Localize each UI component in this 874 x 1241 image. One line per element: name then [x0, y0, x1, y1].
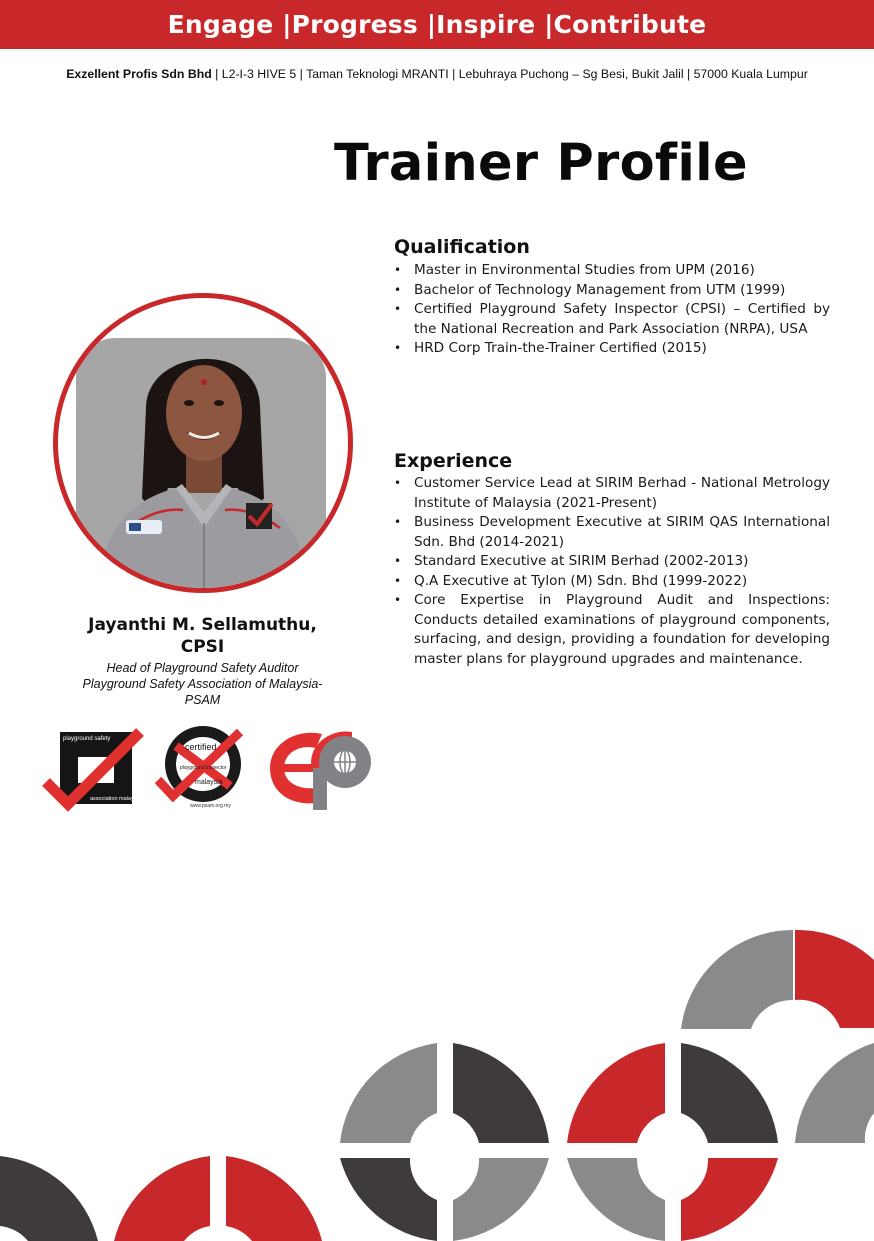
- list-item: • Business Development Executive at SIRIM QAS International Sdn. Bhd (2014-2021): [391, 513, 830, 552]
- list-item: • Q.A Executive at Tylon (M) Sdn. Bhd (1999-2022): [391, 572, 830, 592]
- decorative-pattern: [0, 900, 874, 1241]
- qualification-list: [391, 261, 830, 359]
- list-item: • Bachelor of Technology Management from UTM (1999): [391, 281, 830, 301]
- list-item: • Standard Executive at SIRIM Berhad (2002-2013): [391, 552, 830, 572]
- cpim-text-top: certified: [185, 742, 217, 752]
- cpim-text-bottom: malaysia: [195, 779, 223, 786]
- qualification-heading: Qualification: [394, 236, 530, 258]
- company-name: Exzellent Profis Sdn Bhd: [66, 67, 212, 81]
- trainer-role-line3: PSAM: [184, 693, 221, 707]
- cpim-url: www.psam.org.my: [190, 803, 231, 809]
- trainer-name-line1: Jayanthi M. Sellamuthu,: [88, 615, 317, 635]
- address-text: | L2-I-3 HIVE 5 | Taman Teknologi MRANTI | Lebuhraya Puchong – Sg Besi, Bukit Jalil | 57000 Kuala Lumpur: [211, 67, 808, 81]
- experience-heading: Experience: [394, 450, 513, 472]
- psam-text-top: playground safety: [63, 736, 111, 742]
- logo-row: [40, 724, 380, 819]
- header-banner: [0, 0, 874, 49]
- psam-logo-icon: [46, 732, 142, 804]
- trainer-name: [40, 614, 365, 658]
- experience-list: [391, 474, 830, 669]
- trainer-role: [40, 660, 365, 708]
- trainer-name-line2: CPSI: [180, 637, 225, 657]
- list-item: • Certified Playground Safety Inspector (CPSI) – Certified by the National Recreation and Park Association (NRPA), USA: [391, 300, 830, 339]
- ep-logo-icon: [270, 731, 371, 810]
- portrait-illustration: [58, 298, 348, 588]
- banner-tagline: Engage |Progress |Inspire |Contribute: [167, 10, 707, 39]
- company-address: [0, 67, 874, 81]
- trainer-role-line2: Playground Safety Association of Malaysia-: [82, 677, 323, 691]
- page-title: Trainer Profile: [334, 134, 748, 193]
- list-item: • Master in Environmental Studies from UPM (2016): [391, 261, 830, 281]
- psam-text-bottom: association malaysia: [90, 796, 141, 802]
- list-item: • Core Expertise in Playground Audit and Inspections: Conducts detailed examinations of playground components, surfacing, and design, providing a foundation for developing master plans for playground upgrades and maintenance.: [391, 591, 830, 669]
- cpim-text-mid: playground inspector: [180, 765, 227, 771]
- certified-inspector-logo-icon: [158, 726, 241, 809]
- trainer-role-line1: Head of Playground Safety Auditor: [106, 661, 299, 675]
- trainer-photo: [53, 293, 353, 593]
- list-item: • HRD Corp Train-the-Trainer Certified (2015): [391, 339, 830, 359]
- list-item: • Customer Service Lead at SIRIM Berhad - National Metrology Institute of Malaysia (2021-Present): [391, 474, 830, 513]
